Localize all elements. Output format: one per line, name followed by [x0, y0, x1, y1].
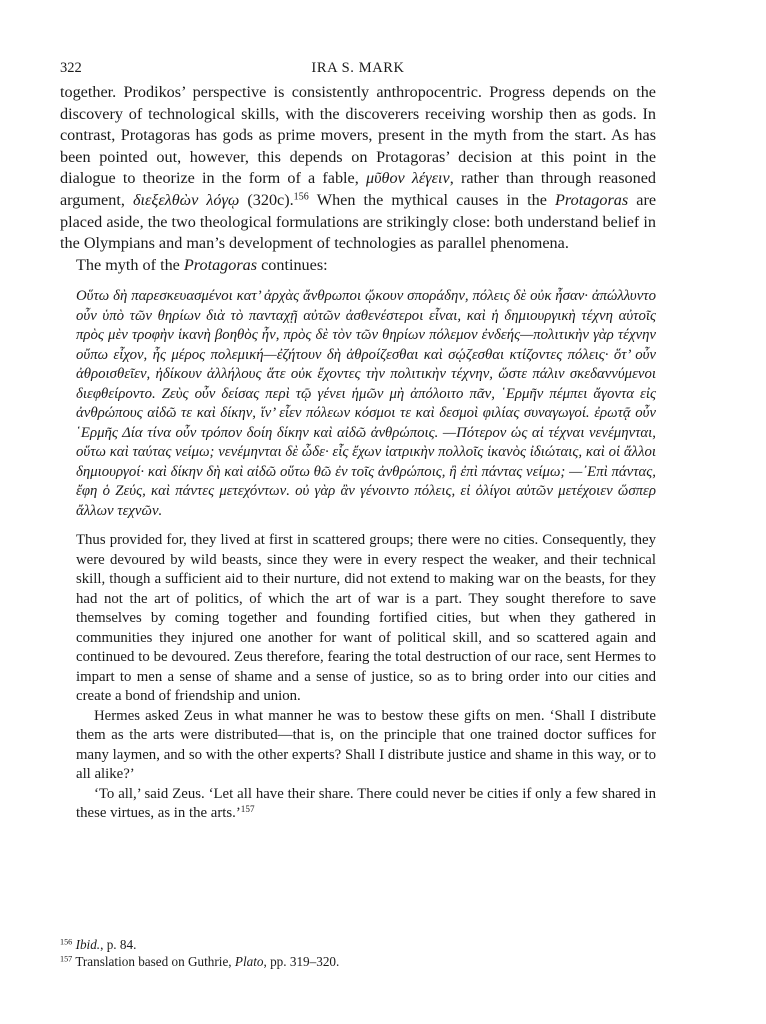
paragraph-1	[60, 82, 656, 255]
translation-paragraph-3-text: ‘To all,’ said Zeus. ‘Let all have their share. There could never be cities if only a few shared in these virtues, as in the arts.’	[76, 785, 656, 822]
greek-phrase-diexelthon-logo: διεξελθὼν λόγῳ	[132, 190, 240, 209]
paragraph-1-text-d: When the mythical causes in the	[308, 190, 556, 209]
page-number: 322	[60, 60, 82, 76]
paragraph-1-text-e: are placed aside, the two theological formulations are strikingly close: both understand belief in the Olympians and man’s development of technologies as parallel phenomena.	[60, 190, 657, 253]
paragraph-1-text-a: together. Prodikos’ perspective is consistently anthropocentric. Progress depends on the discovery of technological skills, with the discoverers receiving worship then as gods. In contrast, Protagoras has gods as prime movers, present in the myth from the start. As has been pointed out, however, this depends on Protagoras’ decision at this point in the dialogue to theorize in the form of a fable,	[60, 83, 656, 188]
greek-quote: Οὕτω δὴ παρεσκευασμένοι κατ’ ἀρχὰς ἄνθρωποι ᾤκουν σποράδην, πόλεις δὲ οὐκ ἦσαν· ἀπώλλυντο οὖν ὑπὸ τῶν θηρίων διὰ τὸ πανταχῇ αὐτῶν ἀσθενέστεροι εἶναι, καὶ ἡ δημιουργικὴ τέχνη αὐτοῖς πρὸς μὲν τροφὴν ἱκανὴ βοηθὸς ἦν, πρὸς δὲ τὸν τῶν θηρίων πόλεμον ἐνδεής—πολιτικὴν γὰρ τέχνην οὔπω εἶχον, ἧς μέρος πολεμική—ἐζήτουν δὴ ἀθροίζεσθαι καὶ σῴζεσθαι κτίζοντες πόλεις· ὅτ’ οὖν ἀθροισθεῖεν, ἠδίκουν ἀλλήλους ἅτε οὐκ ἔχοντες τὴν πολιτικὴν τέχνην, ὥστε πάλιν σκεδαννύμενοι διεφθείροντο. Ζεὺς οὖν δείσας περὶ τῷ γένει ἡμῶν μὴ ἀπόλοιτο πᾶν, ῾Ερμῆν πέμπει ἄγοντα εἰς ἀνθρώπους αἰδῶ τε καὶ δίκην, ἵν’ εἶεν πόλεων κόσμοι τε καὶ δεσμοὶ φιλίας συναγωγοί. ἐρωτᾷ οὖν ῾Ερμῆς Δία τίνα οὖν τρόπον δοίη δίκην καὶ αἰδῶ ἀνθρώποις. —Πότερον ὡς αἱ τέχναι νενέμηνται, οὕτω καὶ ταύτας νείμω; νενέμηνται δὲ ὧδε· εἷς ἔχων ἰατρικὴν πολλοῖς ἱκανὸς ἰδιώταις, καὶ οἱ ἄλλοι δημιουργοί· καὶ δίκην δὴ καὶ αἰδῶ οὕτω θῶ ἐν τοῖς ἀνθρώποις, ἢ ἐπὶ πάντας νείμω; —᾿Επὶ πάντας, ἔφη ὁ Ζεύς, καὶ πάντες μετεχόντων. οὐ γὰρ ἂν γένοιντο πόλεις, εἰ ὀλίγοι αὐτῶν μετέχοιεν ὥσπερ ἄλλων τεχνῶν.	[76, 288, 656, 519]
footnote-ref-156[interactable]: 156	[293, 191, 309, 203]
translation-paragraph-3	[76, 785, 656, 824]
paragraph-2	[60, 255, 656, 277]
work-title-protagoras: Protagoras	[183, 255, 258, 274]
running-title: IRA S. MARK	[311, 60, 405, 76]
work-title-protagoras: Protagoras	[555, 190, 629, 209]
footnote-156	[60, 936, 656, 953]
footnote-text: , p. 84.	[100, 937, 137, 952]
paragraph-2-text-b: continues:	[257, 255, 328, 274]
translation	[76, 531, 656, 824]
block-quote	[76, 287, 656, 824]
paragraph-1-text-c: (320c).	[239, 190, 294, 209]
footnote-number: 157	[60, 954, 73, 964]
footnote-italic: Plato	[234, 954, 264, 969]
footnote-text: , pp. 319–320.	[263, 954, 340, 969]
footnote-italic: Ibid.	[75, 937, 101, 952]
footnotes	[60, 936, 656, 970]
footnote-ref-157[interactable]: 157	[240, 804, 255, 815]
translation-paragraph-1: Thus provided for, they lived at first in scattered groups; there were no cities. Consequently, they were devoured by wild beasts, since they were in every respect the weaker, and their technical skill, though a sufficient aid to their nurture, did not extend to making war on the beasts, for they had not the art of politics, of which the art of war is a part. They sought therefore to save themselves by coming together and founding fortified cities, but when they gathered in communities they injured one another for want of political skill, and so scattered again and continued to be devoured. Zeus therefore, fearing the total destruction of our race, sent Hermes to impart to men a sense of shame and a sense of justice, so as to bring order into our cities and create a bond of friendship and union.	[76, 532, 656, 705]
paragraph-2-text-a: The myth of the	[76, 255, 184, 274]
footnote-157	[60, 953, 656, 970]
translation-paragraph-2: Hermes asked Zeus in what manner he was to bestow these gifts on men. ‘Shall I distribute them as the arts were distributed—that is, on the principle that one trained doctor suffices for many laymen, and so with the other experts? Shall I distribute justice and shame in this way, or to all alike?’	[76, 707, 656, 783]
paragraph-1-text-b: , rather than through reasoned argument,	[60, 169, 656, 209]
footnote-number: 156	[60, 937, 73, 947]
body-text	[60, 82, 656, 276]
page	[60, 60, 656, 824]
greek-phrase-mython-legein: μῦθον λέγειν	[365, 169, 450, 188]
running-head	[60, 60, 656, 82]
footnote-text: Translation based on Guthrie,	[72, 954, 235, 969]
